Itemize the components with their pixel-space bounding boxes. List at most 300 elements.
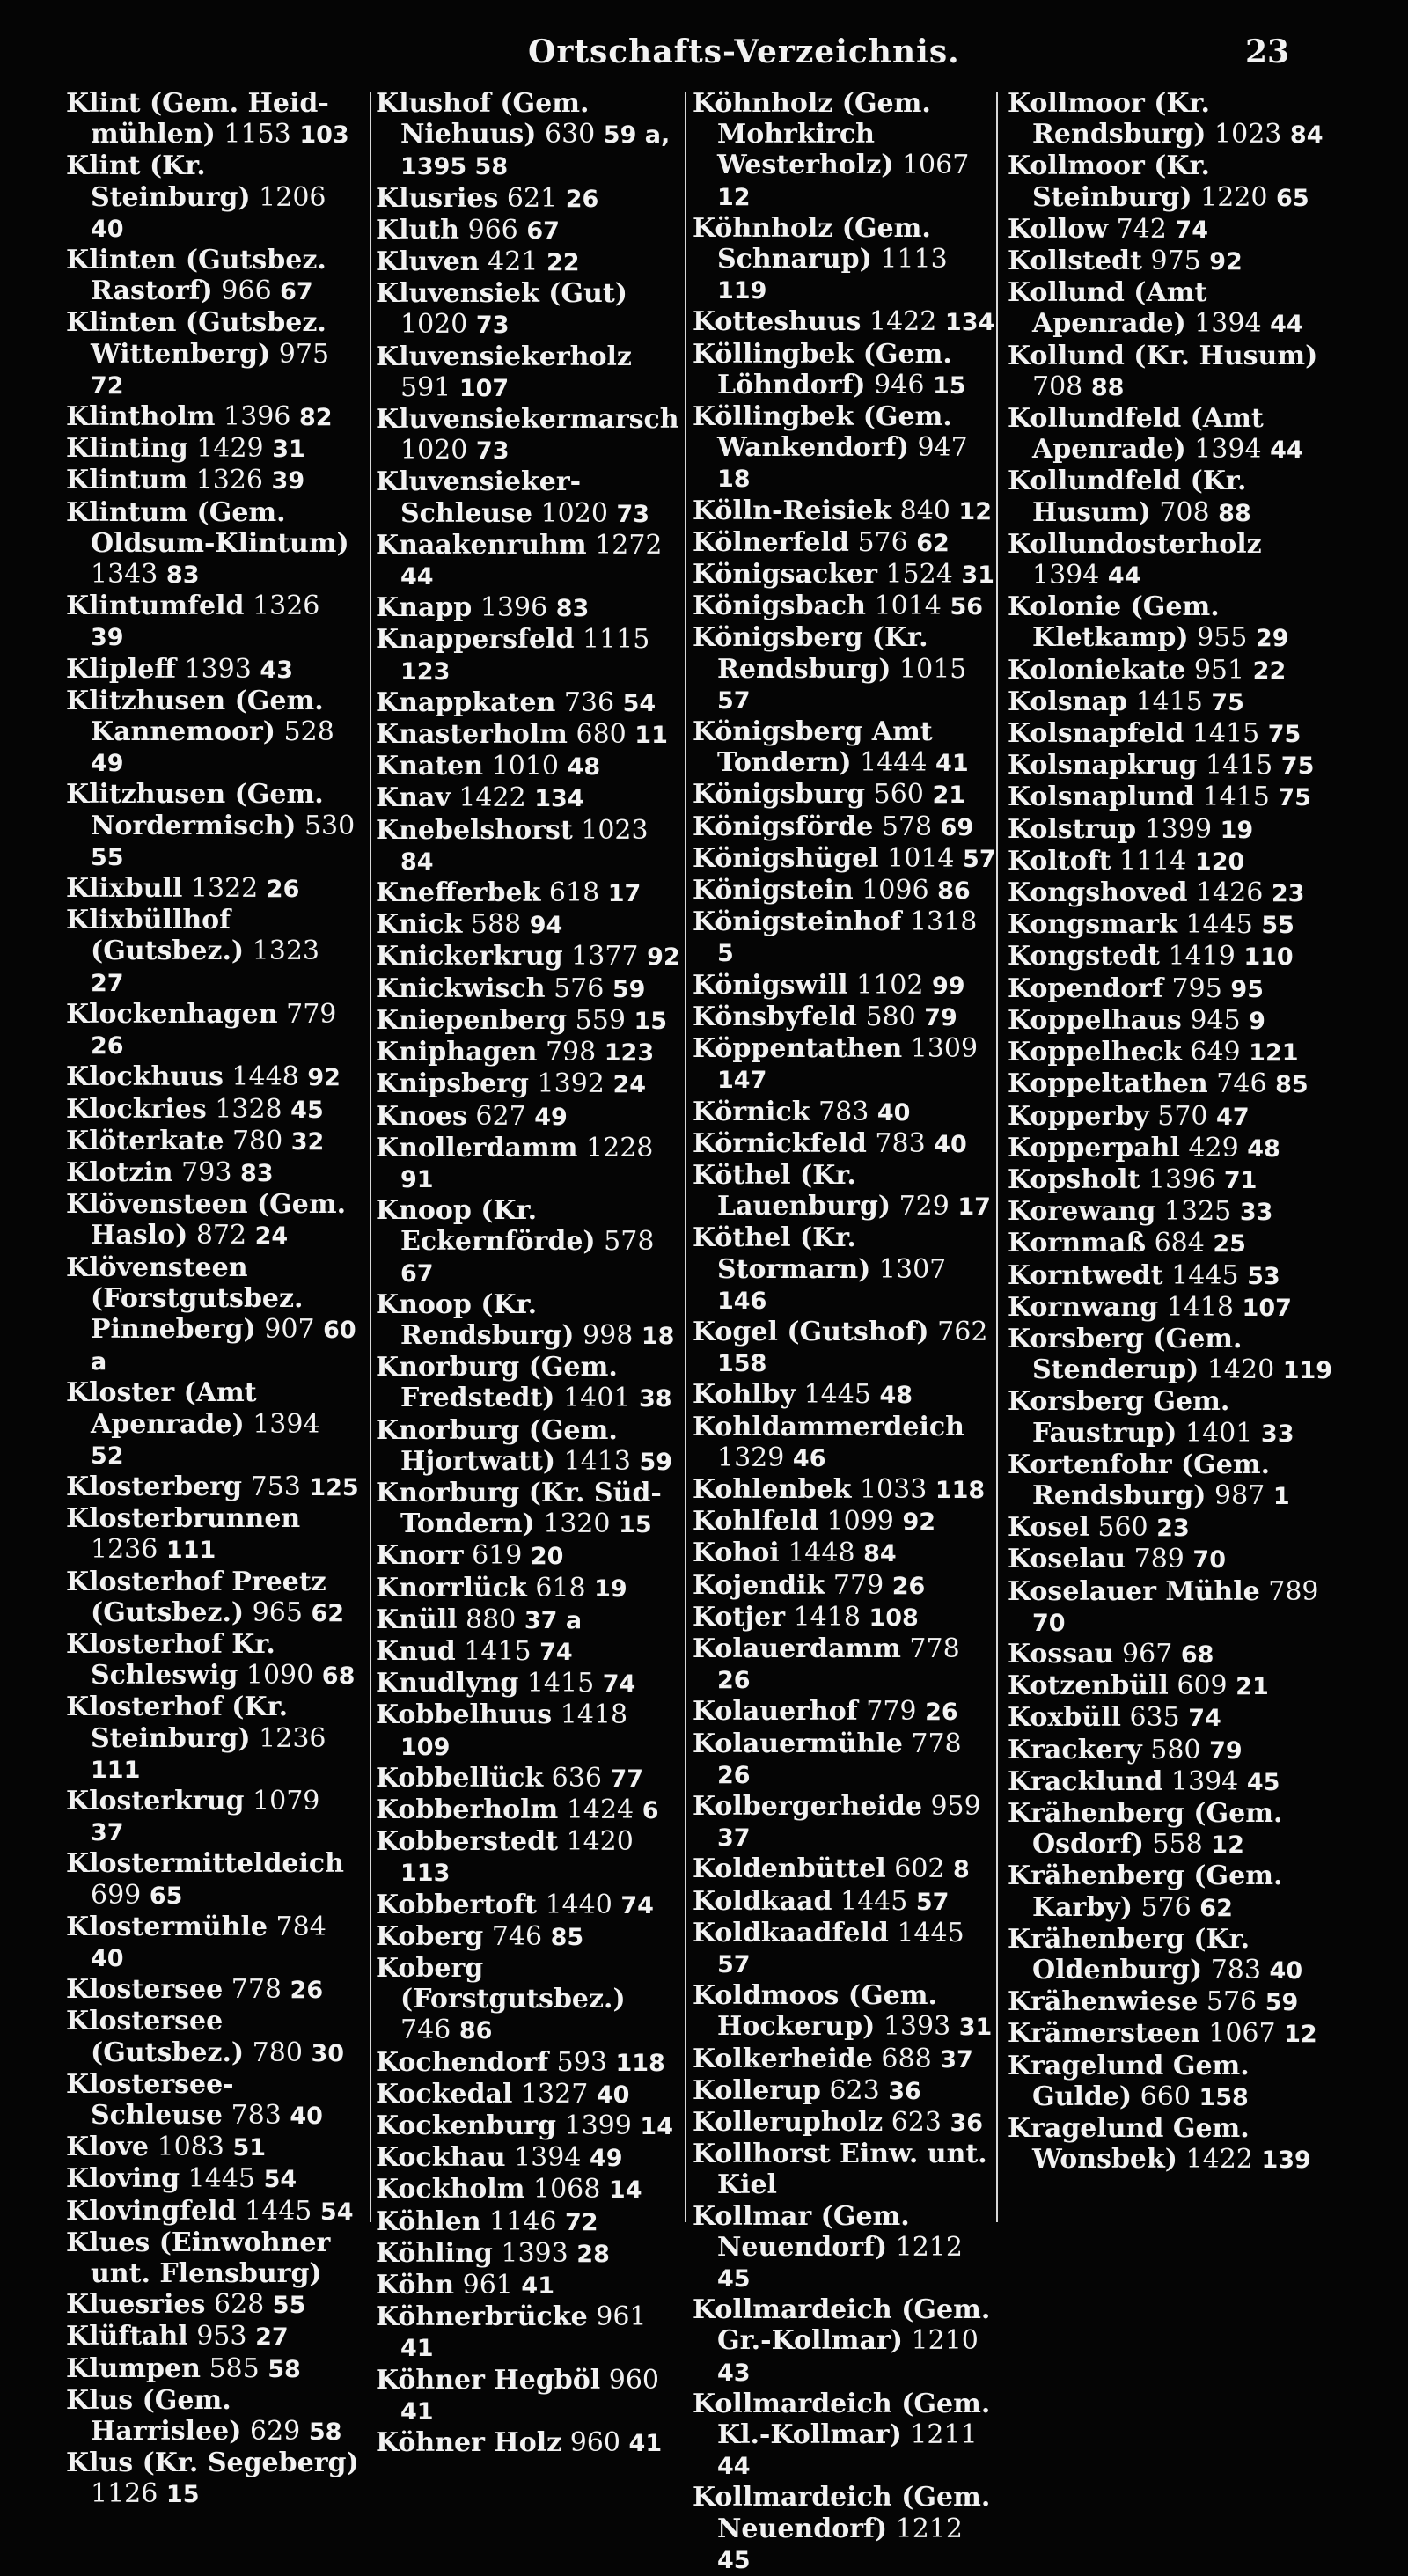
index-entry bbox=[376, 1699, 684, 1762]
entry-page: 1418 bbox=[1166, 1291, 1234, 1323]
entry-map-number: 86 bbox=[458, 2017, 493, 2045]
entry-map-number: 45 bbox=[290, 1096, 324, 1124]
index-entry bbox=[1008, 1101, 1333, 1133]
entry-map-number: 59 a, 1395 58 bbox=[400, 121, 671, 181]
entry-page: 623 bbox=[891, 2107, 942, 2138]
entry-map-number: 84 bbox=[400, 848, 434, 876]
entry-page: 559 bbox=[575, 1004, 626, 1036]
entry-page: 629 bbox=[250, 2416, 301, 2448]
entry-name: Kopperby bbox=[1008, 1100, 1149, 1132]
entry-map-number: 5 bbox=[717, 940, 734, 968]
index-entry bbox=[376, 1763, 684, 1794]
index-entry bbox=[693, 88, 996, 213]
entry-page: 966 bbox=[467, 214, 518, 246]
entry-map-number: 26 bbox=[717, 1667, 751, 1695]
entry-page: 1146 bbox=[489, 2205, 557, 2237]
entry-name: Kollmoor (Kr. Rendsburg) bbox=[1008, 88, 1210, 150]
entry-name: Klinten (Gutsbez. Rastorf) bbox=[66, 245, 326, 307]
entry-map-number: 31 bbox=[958, 2014, 993, 2042]
index-entry bbox=[693, 1160, 996, 1222]
entry-name: Knaten bbox=[376, 751, 484, 782]
entry-map-number: 44 bbox=[1270, 437, 1303, 465]
index-entry bbox=[1008, 846, 1333, 877]
index-entry bbox=[1008, 150, 1333, 213]
index-entry bbox=[66, 1974, 361, 2006]
entry-map-number: 92 bbox=[307, 1064, 341, 1092]
entry-page: 1020 bbox=[400, 309, 468, 341]
index-entry bbox=[693, 1128, 996, 1160]
entry-name: Kollmoor (Kr. Steinburg) bbox=[1008, 150, 1210, 213]
entry-name: Köhner Hegböl bbox=[376, 2364, 601, 2396]
entry-map-number: 57 bbox=[915, 1888, 950, 1916]
entry-map-number: 83 bbox=[165, 561, 200, 590]
entry-map-number: 94 bbox=[529, 912, 563, 940]
entry-name: Knappkaten bbox=[376, 686, 556, 718]
entry-page: 680 bbox=[576, 719, 627, 751]
index-entry bbox=[1008, 877, 1333, 909]
index-entry bbox=[1008, 2018, 1333, 2050]
entry-page: 1309 bbox=[910, 1033, 979, 1065]
entry-map-number: 55 bbox=[91, 843, 124, 871]
entry-map-number: 27 bbox=[91, 969, 124, 997]
entry-page: 1445 bbox=[1171, 1259, 1239, 1291]
entry-map-number: 6 bbox=[642, 1796, 659, 1824]
entry-map-number: 121 bbox=[1249, 1039, 1299, 1068]
entry-page: 1067 bbox=[1208, 2018, 1276, 2050]
index-entry bbox=[66, 2289, 361, 2321]
entry-page: 798 bbox=[545, 1037, 597, 1068]
entry-page: 1392 bbox=[537, 1068, 605, 1100]
entry-name: Kolauermühle bbox=[693, 1728, 903, 1759]
index-entry bbox=[376, 1573, 684, 1604]
entry-page: 635 bbox=[1129, 1702, 1180, 1734]
entry-map-number: 22 bbox=[1252, 657, 1287, 685]
entry-page: 1343 bbox=[91, 559, 158, 591]
entry-name: Köllingbek (Gem. Löhndorf) bbox=[693, 338, 952, 400]
index-entry bbox=[376, 1195, 684, 1289]
entry-name: Kornwang bbox=[1008, 1291, 1159, 1323]
entry-name: Klosterhof (Kr. Steinburg) bbox=[66, 1692, 289, 1754]
entry-page: 1399 bbox=[1144, 813, 1213, 845]
entry-name: Klostersee bbox=[66, 1974, 224, 2006]
entry-page: 636 bbox=[551, 1762, 602, 1794]
entry-page: 1393 bbox=[184, 653, 252, 685]
entry-page: 1236 bbox=[91, 1534, 158, 1566]
entry-map-number: 54 bbox=[622, 689, 656, 717]
index-entry bbox=[66, 1126, 361, 1157]
page-title: Ortschafts-Verzeichnis. bbox=[528, 33, 960, 70]
index-entry bbox=[376, 1101, 684, 1133]
entry-name: Klostermühle bbox=[66, 1911, 268, 1942]
index-entry bbox=[66, 465, 361, 496]
entry-map-number: 83 bbox=[555, 595, 590, 623]
entry-page: 783 bbox=[818, 1096, 869, 1127]
entry-name: Klushof (Gem. Niehuus) bbox=[376, 88, 590, 150]
entry-page: 872 bbox=[195, 1220, 247, 1251]
entry-name: Kotteshuus bbox=[693, 306, 862, 338]
entry-name: Königswill bbox=[693, 969, 848, 1001]
entry-map-number: 48 bbox=[1247, 1134, 1280, 1163]
index-entry bbox=[66, 2321, 361, 2352]
entry-map-number: 62 bbox=[916, 529, 950, 557]
entry-page: 1415 bbox=[1205, 750, 1273, 782]
entry-page: 1236 bbox=[259, 1722, 326, 1754]
index-entry bbox=[376, 1604, 684, 1636]
entry-page: 780 bbox=[231, 1125, 283, 1156]
entry-map-number: 44 bbox=[400, 563, 434, 591]
entry-map-number: 123 bbox=[604, 1039, 655, 1068]
entry-map-number: 23 bbox=[1271, 880, 1305, 908]
entry-map-number: 139 bbox=[1261, 2147, 1311, 2175]
entry-name: Kockholm bbox=[376, 2174, 525, 2205]
entry-page: 1068 bbox=[533, 2174, 601, 2205]
entry-name: Kolsnap bbox=[1008, 686, 1127, 717]
index-entry bbox=[66, 2196, 361, 2227]
entry-name: Kossau bbox=[1008, 1638, 1114, 1670]
entry-name: Krämersteen bbox=[1008, 2018, 1200, 2050]
entry-map-number: 120 bbox=[1194, 848, 1245, 876]
entry-page: 1326 bbox=[195, 465, 263, 496]
entry-map-number: 57 bbox=[963, 845, 996, 873]
entry-page: 1099 bbox=[826, 1506, 894, 1538]
entry-page: 736 bbox=[563, 686, 615, 718]
entry-map-number: 158 bbox=[1199, 2083, 1249, 2111]
entry-page: 947 bbox=[917, 432, 968, 464]
entry-page: 560 bbox=[873, 779, 924, 811]
index-entry bbox=[376, 624, 684, 686]
entry-page: 1415 bbox=[526, 1668, 595, 1699]
entry-map-number: 41 bbox=[521, 2272, 554, 2301]
entry-map-number: 18 bbox=[641, 1322, 675, 1350]
entry-name: Kockhau bbox=[376, 2142, 506, 2174]
entry-name: Koppelhaus bbox=[1008, 1004, 1182, 1036]
entry-page: 1445 bbox=[840, 1885, 908, 1917]
entry-map-number: 123 bbox=[400, 657, 451, 686]
index-entry bbox=[66, 779, 361, 873]
entry-map-number: 70 bbox=[1192, 1546, 1226, 1574]
entry-page: 623 bbox=[829, 2074, 880, 2106]
entry-page: 609 bbox=[1177, 1670, 1228, 1702]
entry-map-number: 14 bbox=[640, 2113, 673, 2140]
entry-map-number: 11 bbox=[634, 722, 668, 750]
entry-page: 1033 bbox=[859, 1473, 928, 1505]
entry-name: Kongsmark bbox=[1008, 909, 1177, 941]
entry-page: 961 bbox=[596, 2301, 647, 2333]
entry-page: 1393 bbox=[501, 2237, 568, 2269]
entry-map-number: 40 bbox=[596, 2081, 630, 2109]
entry-name: Klusries bbox=[376, 182, 499, 214]
entry-name: Krähenberg (Gem. Osdorf) bbox=[1008, 1797, 1283, 1860]
entry-map-number: 57 bbox=[717, 686, 751, 715]
entry-name: Knud bbox=[376, 1635, 456, 1667]
entry-map-number: 33 bbox=[1260, 1420, 1294, 1448]
entry-page: 762 bbox=[937, 1316, 988, 1347]
index-entry bbox=[376, 1668, 684, 1699]
index-entry bbox=[1008, 1670, 1333, 1702]
entry-name: Klove bbox=[66, 2132, 149, 2163]
entry-page: 907 bbox=[264, 1313, 315, 1345]
entry-map-number: 15 bbox=[619, 1511, 652, 1539]
entry-name: Kochendorf bbox=[376, 2046, 549, 2078]
entry-name: Königsförde bbox=[693, 811, 874, 842]
entry-name: Kolsnapfeld bbox=[1008, 718, 1184, 750]
entry-name: Klintholm bbox=[66, 401, 216, 433]
entry-page: 1153 bbox=[224, 119, 291, 150]
entry-name: Köhnholz (Gem. Schnarup) bbox=[693, 212, 931, 275]
entry-map-number: 118 bbox=[615, 2049, 665, 2077]
entry-name: Klixbull bbox=[66, 873, 183, 905]
entry-page: 649 bbox=[1190, 1037, 1241, 1068]
entry-name: Köllingbek (Gem. Wankendorf) bbox=[693, 401, 952, 464]
entry-map-number: 111 bbox=[165, 1537, 216, 1565]
entry-name: Klockries bbox=[66, 1093, 207, 1125]
entry-map-number: 59 bbox=[1265, 1989, 1299, 2017]
entry-page: 1415 bbox=[1192, 718, 1260, 750]
entry-page: 1445 bbox=[245, 2195, 312, 2227]
entry-page: 1393 bbox=[883, 2011, 951, 2043]
entry-map-number: 9 bbox=[1249, 1007, 1265, 1035]
index-entry bbox=[693, 779, 996, 811]
entry-map-number: 26 bbox=[91, 1032, 124, 1060]
entry-name: Knudlyng bbox=[376, 1668, 519, 1699]
entry-map-number: 82 bbox=[298, 404, 333, 432]
entry-name: Köthel (Kr. Stormarn) bbox=[693, 1222, 871, 1285]
index-entry bbox=[66, 401, 361, 433]
index-entry bbox=[1008, 466, 1333, 528]
entry-page: 779 bbox=[866, 1696, 917, 1728]
entry-map-number: 85 bbox=[550, 1923, 584, 1951]
entry-name: Kollundfeld (Amt Apenrade) bbox=[1008, 403, 1264, 466]
entry-name: Knoes bbox=[376, 1100, 467, 1132]
entry-name: Kongstedt bbox=[1008, 941, 1160, 972]
index-entry bbox=[376, 973, 684, 1005]
entry-map-number: 40 bbox=[1269, 1956, 1303, 1985]
index-entry bbox=[66, 1629, 361, 1692]
entry-name: Knappersfeld bbox=[376, 624, 575, 656]
index-entry bbox=[66, 1567, 361, 1629]
index-entry bbox=[376, 941, 684, 972]
entry-map-number: 75 bbox=[1211, 688, 1244, 716]
entry-map-number: 55 bbox=[272, 2292, 306, 2320]
entry-page: 1328 bbox=[215, 1093, 282, 1125]
entry-map-number: 68 bbox=[321, 1662, 356, 1691]
index-entry bbox=[693, 495, 996, 527]
entry-name: Königsacker bbox=[693, 559, 877, 591]
entry-map-number: 67 bbox=[400, 1259, 434, 1288]
entry-page: 530 bbox=[304, 810, 356, 841]
index-column-2 bbox=[376, 88, 684, 2459]
index-entry bbox=[1008, 277, 1333, 340]
index-entry bbox=[1008, 1005, 1333, 1037]
index-entry bbox=[693, 213, 996, 307]
entry-page: 1010 bbox=[491, 751, 559, 782]
index-entry bbox=[693, 1853, 996, 1885]
entry-page: 660 bbox=[1140, 2081, 1191, 2112]
entry-page: 1418 bbox=[560, 1699, 628, 1731]
entry-page: 1318 bbox=[909, 906, 978, 938]
entry-map-number: 45 bbox=[717, 2265, 751, 2293]
entry-page: 708 bbox=[1032, 371, 1083, 402]
index-entry bbox=[693, 2201, 996, 2295]
entry-page: 880 bbox=[466, 1604, 517, 1635]
entry-page: 1322 bbox=[190, 873, 259, 905]
entry-page: 1126 bbox=[91, 2478, 158, 2510]
entry-name: Kohlfeld bbox=[693, 1506, 818, 1538]
entry-map-number: 20 bbox=[530, 1543, 564, 1571]
entry-name: Knipsberg bbox=[376, 1068, 529, 1100]
entry-page: 591 bbox=[400, 371, 451, 403]
entry-page: 576 bbox=[1206, 1986, 1258, 2018]
entry-map-number: 83 bbox=[239, 1159, 274, 1187]
index-entry bbox=[1008, 973, 1333, 1005]
entry-name: Kolbergerheide bbox=[693, 1790, 922, 1822]
entry-name: Kockedal bbox=[376, 2078, 513, 2110]
entry-name: Koberg bbox=[376, 1920, 484, 1952]
entry-map-number: 17 bbox=[607, 880, 642, 908]
entry-page: 1419 bbox=[1168, 941, 1236, 972]
index-entry bbox=[693, 1570, 996, 1602]
index-entry bbox=[376, 1540, 684, 1572]
index-entry bbox=[376, 1289, 684, 1352]
entry-name: Kölnerfeld bbox=[693, 526, 849, 558]
entry-name: Knasterholm bbox=[376, 719, 568, 751]
entry-page: 570 bbox=[1157, 1100, 1208, 1132]
entry-map-number: 12 bbox=[958, 497, 992, 525]
entry-map-number: 12 bbox=[1284, 2021, 1317, 2049]
entry-map-number: 36 bbox=[888, 2077, 921, 2105]
entry-page: 779 bbox=[832, 1569, 884, 1601]
entry-name: Klotzin bbox=[66, 1156, 173, 1188]
entry-page: 558 bbox=[1152, 1829, 1203, 1860]
entry-name: Kolstrup bbox=[1008, 813, 1137, 845]
index-entry bbox=[1008, 1164, 1333, 1196]
entry-page: 840 bbox=[899, 495, 950, 526]
entry-map-number: 125 bbox=[309, 1473, 359, 1501]
index-entry bbox=[1008, 1449, 1333, 1512]
index-entry bbox=[66, 88, 361, 150]
entry-map-number: 47 bbox=[1216, 1103, 1250, 1131]
index-entry bbox=[693, 716, 996, 779]
entry-page: 945 bbox=[1190, 1004, 1241, 1036]
entry-map-number: 72 bbox=[91, 371, 124, 400]
entry-page: 955 bbox=[1197, 622, 1248, 654]
index-entry bbox=[376, 2365, 684, 2427]
index-entry bbox=[1008, 246, 1333, 277]
entry-name: Klus (Kr. Segeberg) bbox=[66, 2448, 359, 2479]
entry-page: 1524 bbox=[885, 559, 953, 591]
index-entry bbox=[693, 970, 996, 1002]
entry-page: 1394 bbox=[253, 1408, 320, 1440]
entry-page: 578 bbox=[881, 811, 933, 842]
entry-page: 1422 bbox=[1185, 2144, 1253, 2176]
entry-name: Kluvensiek (Gut) bbox=[376, 278, 627, 310]
index-entry bbox=[1008, 1576, 1333, 1639]
entry-page: 1445 bbox=[803, 1379, 871, 1411]
entry-map-number: 15 bbox=[634, 1007, 668, 1035]
entry-page: 746 bbox=[491, 1920, 543, 1952]
entry-name: Knickerkrug bbox=[376, 941, 563, 972]
entry-name: Knorburg (Gem. Hjortwatt) bbox=[376, 1414, 618, 1477]
index-entry bbox=[1008, 341, 1333, 403]
entry-map-number: 72 bbox=[564, 2208, 598, 2236]
entry-name: Klostersee-Schleuse bbox=[66, 2068, 234, 2131]
index-entry bbox=[376, 2427, 684, 2459]
entry-map-number: 73 bbox=[616, 500, 650, 528]
entry-page: 746 bbox=[400, 2015, 451, 2046]
entry-map-number: 31 bbox=[272, 436, 305, 464]
index-entry bbox=[376, 1794, 684, 1826]
index-entry bbox=[1008, 1512, 1333, 1544]
entry-page: 1394 bbox=[1032, 560, 1100, 591]
entry-name: Klosterbrunnen bbox=[66, 1503, 301, 1535]
entry-map-number: 92 bbox=[1209, 248, 1243, 276]
entry-map-number: 86 bbox=[937, 877, 971, 906]
entry-map-number: 21 bbox=[932, 782, 966, 810]
entry-page: 1326 bbox=[253, 591, 320, 622]
entry-name: Kollmardeich (Gem. Neuendorf) bbox=[693, 2482, 991, 2544]
entry-name: Kolkerheide bbox=[693, 2043, 873, 2074]
entry-name: Kragelund Gem. Wonsbek) bbox=[1008, 2113, 1250, 2176]
entry-map-number: 26 bbox=[290, 1977, 324, 2005]
entry-name: Kogel (Gutshof) bbox=[693, 1316, 929, 1347]
entry-map-number: 15 bbox=[932, 371, 966, 400]
index-entry bbox=[1008, 1766, 1333, 1798]
entry-name: Kloving bbox=[66, 2163, 180, 2195]
entry-page: 1023 bbox=[581, 814, 649, 846]
entry-page: 585 bbox=[209, 2352, 260, 2384]
entry-page: 1422 bbox=[869, 306, 937, 338]
entry-page: 688 bbox=[881, 2043, 932, 2074]
entry-name: Köhnerbrücke bbox=[376, 2301, 588, 2333]
entry-map-number: 88 bbox=[1218, 499, 1251, 527]
index-entry bbox=[693, 2482, 996, 2576]
entry-name: Königstein bbox=[693, 875, 854, 906]
entry-page: 421 bbox=[488, 246, 539, 278]
entry-name: Koselauer Mühle bbox=[1008, 1575, 1260, 1607]
entry-page: 967 bbox=[1122, 1638, 1173, 1670]
entry-map-number: 110 bbox=[1243, 943, 1294, 972]
index-entry bbox=[1008, 2113, 1333, 2176]
index-entry bbox=[1008, 750, 1333, 782]
index-entry bbox=[376, 1133, 684, 1195]
index-column-3 bbox=[693, 88, 996, 2574]
entry-page: 1426 bbox=[1195, 877, 1264, 909]
index-entry bbox=[1008, 686, 1333, 718]
entry-map-number: 58 bbox=[308, 2418, 342, 2447]
entry-map-number: 37 a bbox=[524, 1606, 583, 1634]
entry-map-number: 62 bbox=[1199, 1894, 1233, 1922]
entry-name: Koldenbüttel bbox=[693, 1853, 886, 1885]
entry-page: 1083 bbox=[157, 2132, 224, 2163]
index-entry bbox=[693, 843, 996, 875]
entry-page: 783 bbox=[875, 1127, 926, 1159]
entry-name: Kloster (Amt Apenrade) bbox=[66, 1377, 257, 1440]
entry-map-number: 24 bbox=[612, 1071, 647, 1099]
entry-map-number: 44 bbox=[717, 2453, 751, 2481]
entry-page: 1444 bbox=[860, 747, 928, 779]
entry-map-number: 65 bbox=[149, 1882, 183, 1910]
index-entry bbox=[693, 875, 996, 906]
index-entry bbox=[693, 306, 996, 338]
index-entry bbox=[693, 622, 996, 716]
entry-name: Kolauerhof bbox=[693, 1696, 858, 1728]
entry-name: Köhling bbox=[376, 2237, 493, 2269]
entry-map-number: 73 bbox=[475, 437, 510, 466]
entry-page: 593 bbox=[556, 2046, 607, 2078]
index-entry bbox=[376, 2047, 684, 2079]
entry-map-number: 43 bbox=[260, 656, 293, 684]
entry-page: 975 bbox=[278, 338, 330, 370]
